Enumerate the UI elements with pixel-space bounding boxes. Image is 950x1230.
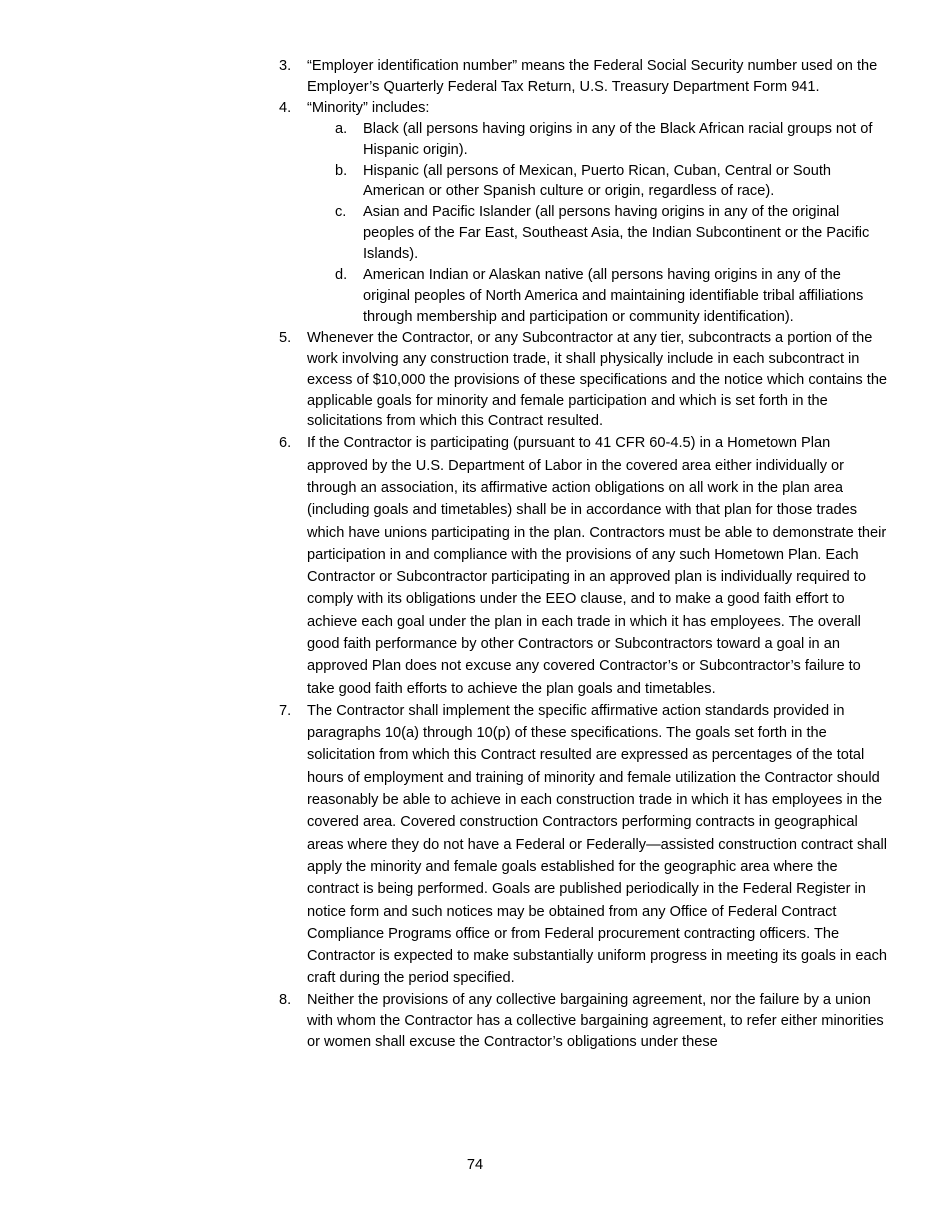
list-number: 8. (279, 991, 292, 1008)
list-item-8 (279, 990, 889, 1053)
list-number: 4. (279, 99, 292, 116)
list-text: The Contractor shall implement the specific affirmative action standards provided in paragraphs 10(a) through 10(p) of these specifications. The goals set forth in the solicitation from which this Contract resulted are expressed as percentages of the total hours of employment and training of minority and female utilization the Contractor should reasonably be able to achieve in each construction trade in which it has employees in the covered area. Covered construction Contractors performing contracts in geographical areas where they do not have a Federal or Federally—assisted construction contract shall apply the minority and female goals established for the geographic area where the contract is being performed. Goals are published periodically in the Federal Register in notice form and such notices may be obtained from any Office of Federal Contract Compliance Programs office or from Federal procurement contracting officers. The Contractor is expected to make substantially uniform progress in meeting its goals in each craft during the period specified. (307, 702, 887, 987)
list-number: 6. (279, 435, 292, 452)
list-text: “Minority” includes: (307, 99, 430, 116)
sub-item-b (335, 161, 889, 203)
list-item-5 (279, 328, 889, 433)
list-text: Neither the provisions of any collective bargaining agreement, nor the failure by a union with whom the Contractor has a collective bargaining agreement, to refer either minorities or women shall excuse the Contractor’s obligations under these (307, 991, 884, 1050)
list-number: 7. (279, 702, 292, 719)
list-item-7 (279, 700, 889, 990)
sub-list-text: Hispanic (all persons of Mexican, Puerto Rican, Cuban, Central or South American or other Spanish culture or origin, regardless of race). (363, 162, 832, 200)
sub-list-letter: b. (335, 162, 348, 179)
list-text: “Employer identification number” means the Federal Social Security number used on the Employer’s Quarterly Federal Tax Return, U.S. Treasury Department Form 941. (307, 58, 878, 95)
sub-list-text: Black (all persons having origins in any of the Black African racial groups not of Hispanic origin). (363, 120, 873, 158)
page-number: 74 (466, 1157, 484, 1173)
list-item-3 (279, 56, 889, 98)
list-number: 3. (279, 58, 292, 74)
sub-item-d (335, 265, 889, 328)
sub-list-letter: c. (335, 204, 347, 221)
sub-list-letter: a. (335, 120, 348, 137)
definitions-list (279, 56, 889, 1052)
sub-list-text: American Indian or Alaskan native (all persons having origins in any of the original peoples of North America and maintaining identifiable tribal affiliations through membership and participation or community identification). (363, 267, 864, 325)
sub-list-letter: d. (335, 267, 348, 284)
list-text: Whenever the Contractor, or any Subcontractor at any tier, subcontracts a portion of the work involving any construction trade, it shall physically include in each subcontract in excess of $10,000 the provisions of these specifications and the notice which contains the applicable goals for minority and female participation and which is set forth in the solicitations from which this Contract resulted. (307, 329, 888, 430)
list-item-6 (279, 432, 889, 700)
list-item-4 (279, 98, 889, 119)
list-number: 5. (279, 329, 292, 346)
sub-item-a (335, 119, 889, 161)
sub-item-c (335, 202, 889, 265)
list-text: If the Contractor is participating (pursuant to 41 CFR 60-4.5) in a Hometown Plan approved by the U.S. Department of Labor in the covered area either individually or through an association, its affirmative action obligations on all work in the plan area (including goals and timetables) shall be in accordance with that plan for those trades which have unions participating in the plan. Contractors must be able to demonstrate their participation in and compliance with the provisions of any such Hometown Plan. Each Contractor or Subcontractor participating in an approved plan is individually required to comply with its obligations under the EEO clause, and to make a good faith effort to achieve each goal under the plan in each trade in which it has employees. The overall good faith performance by other Contractors or Subcontractors toward a goal in an approved Plan does not excuse any covered Contractor’s or Subcontractor’s failure to take good faith efforts to achieve the plan goals and timetables. (307, 435, 887, 697)
sub-list-text: Asian and Pacific Islander (all persons having origins in any of the original peoples of the Far East, Southeast Asia, the Indian Subcontinent or the Pacific Islands). (363, 204, 870, 263)
